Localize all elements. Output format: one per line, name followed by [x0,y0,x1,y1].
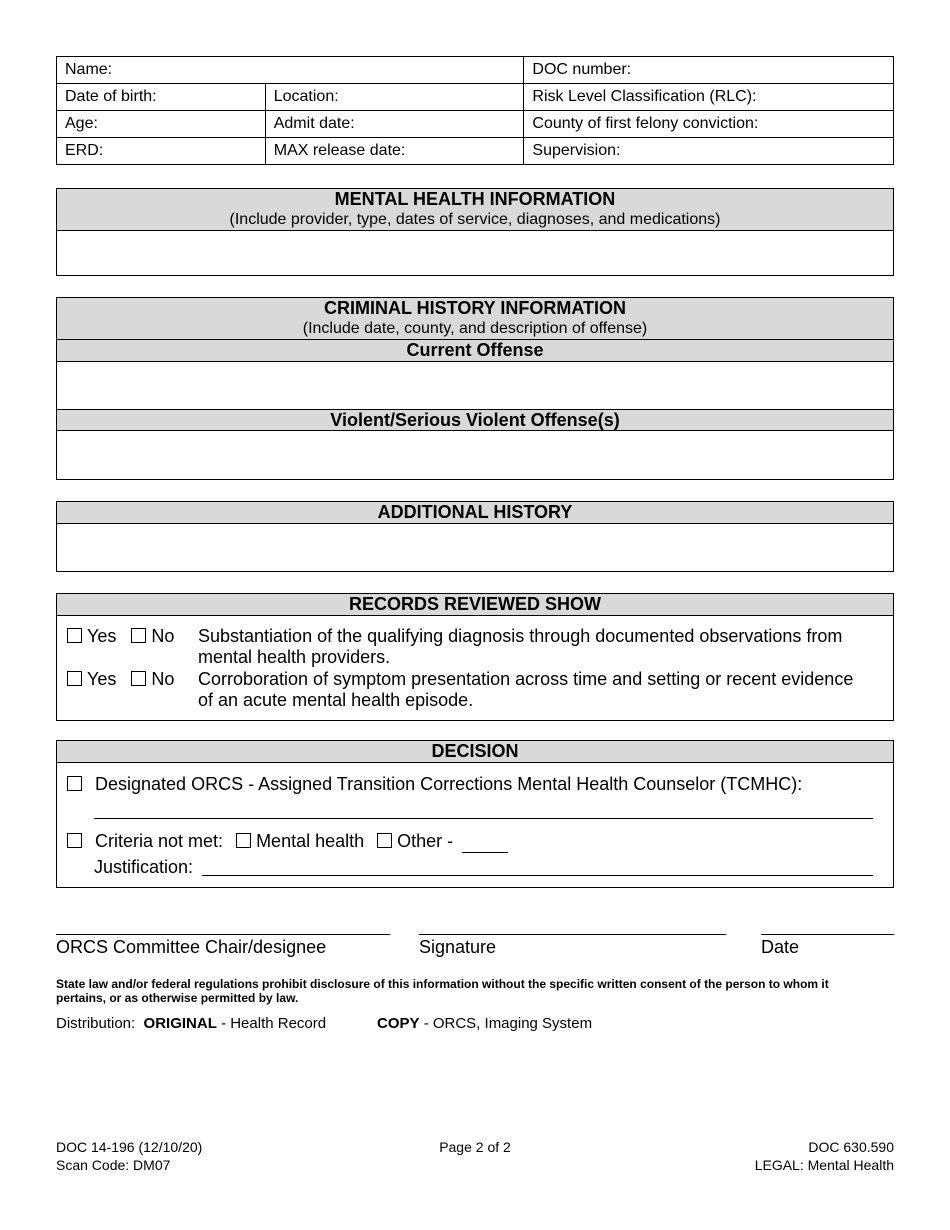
criminal-history-section [56,297,894,480]
chair-label: ORCS Committee Chair/designee [56,937,327,957]
age-field[interactable]: Age: [57,111,266,138]
decision-section [56,740,894,888]
date-label: Date [761,937,800,957]
distribution-original: ORIGINAL [143,1015,217,1032]
tcmhc-name-line[interactable] [94,818,873,819]
diagnosis-text-line1: Substantiation of the qualifying diagnosis through documented observations from [198,626,843,646]
criteria-not-met-label: Criteria not met: [95,831,224,851]
mental-health-section [56,188,894,276]
decision-header [57,741,893,763]
page-number: Page 2 of 2 [439,1139,511,1155]
violent-offense-header: Violent/Serious Violent Offense(s) [57,409,893,431]
legal-category: LEGAL: Mental Health [754,1157,894,1173]
scan-code: Scan Code: DM07 [56,1157,171,1173]
designated-checkbox[interactable] [67,776,82,791]
criminal-history-header [57,298,893,339]
additional-history-title: ADDITIONAL HISTORY [377,502,573,522]
policy-number: DOC 630.590 [808,1139,894,1155]
diagnosis-text-line2: mental health providers. [198,647,391,667]
criteria-not-met-row [67,831,508,853]
current-offense-entry-area[interactable] [57,362,893,409]
erd-field[interactable]: ERD: [57,138,266,165]
justification-line[interactable] [202,875,873,876]
records-reviewed-title: RECORDS REVIEWED SHOW [348,594,602,614]
criteria-not-met-checkbox[interactable] [67,833,82,848]
distribution-copy: COPY - ORCS, Imaging System [377,1015,593,1032]
diagnosis-no-checkbox[interactable] [131,628,146,643]
other-label: Other - [397,831,454,851]
criminal-history-title: CRIMINAL HISTORY INFORMATION [323,298,626,318]
rlc-field[interactable]: Risk Level Classification (RLC): [524,84,894,111]
other-line[interactable] [462,831,508,853]
name-field[interactable]: Name: [57,57,524,84]
records-reviewed-section [56,593,894,721]
corroboration-yes-checkbox[interactable] [67,671,82,686]
current-offense-header: Current Offense [57,339,893,362]
distribution: Distribution: ORIGINAL - Health Record [56,1015,327,1032]
footer-right [755,1138,894,1174]
corroboration-no-checkbox[interactable] [131,671,146,686]
form-number: DOC 14-196 (12/10/20) [56,1139,203,1155]
corroboration-text-line2: of an acute mental health episode. [198,690,474,710]
mental-health-subtitle: (Include provider, type, dates of service, diagnoses, and medications) [229,211,721,228]
designated-row [67,774,802,795]
decision-title: DECISION [431,741,519,761]
additional-history-section [56,501,894,572]
mental-health-checkbox[interactable] [236,833,251,848]
mental-health-header [57,189,893,231]
mental-health-title: MENTAL HEALTH INFORMATION [334,189,616,209]
other-checkbox[interactable] [377,833,392,848]
additional-history-header [57,502,893,524]
designated-label: Designated ORCS - Assigned Transition Corrections Mental Health Counselor (TCMHC): [95,774,803,794]
admit-date-field[interactable]: Admit date: [265,111,524,138]
mental-health-entry-area[interactable] [57,231,893,275]
county-felony-field[interactable]: County of first felony conviction: [524,111,894,138]
signature-label: Signature [419,937,497,957]
chair-signature-line[interactable] [56,934,390,935]
dob-field[interactable]: Date of birth: [57,84,266,111]
records-item-corroboration: Yes No Corroboration of symptom presentation across time and setting or recent evidence of an acute mental health episode. [57,669,893,712]
signature-line[interactable] [419,934,726,935]
diagnosis-yes-checkbox[interactable] [67,628,82,643]
footer-left [56,1138,202,1174]
disclaimer: State law and/or federal regulations prohibit disclosure of this information without the specific written consent of the person to whom it pertains, or as otherwise permitted by law. [56,977,829,1005]
violent-offense-entry-area[interactable] [57,431,893,477]
criminal-history-subtitle: (Include date, county, and description of offense) [302,320,648,337]
corroboration-text-line1: Corroboration of symptom presentation across time and setting or recent evidence [198,669,854,689]
date-line[interactable] [761,934,894,935]
additional-history-entry-area[interactable] [57,524,893,571]
mental-health-label: Mental health [256,831,365,851]
records-item-diagnosis: Yes No Substantiation of the qualifying diagnosis through documented observations from mental health providers. [57,626,893,669]
supervision-field[interactable]: Supervision: [524,138,894,165]
records-reviewed-header [57,594,893,616]
justification-label: Justification: [94,857,194,877]
doc-number-field[interactable]: DOC number: [524,57,894,84]
location-field[interactable]: Location: [265,84,524,111]
max-release-field[interactable]: MAX release date: [265,138,524,165]
identity-table [56,56,894,165]
